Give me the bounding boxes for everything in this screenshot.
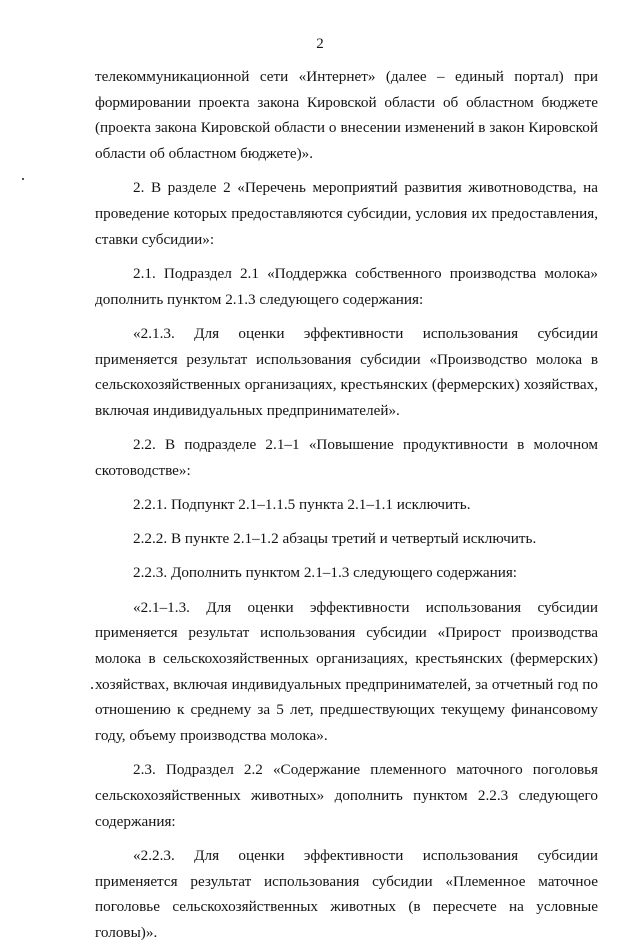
paragraph-item-2-2-3: 2.2.3. Дополнить пунктом 2.1–1.3 следующего содержания: — [133, 564, 518, 582]
paragraph-item-2-1: 2.1. Подраздел 2.1 «Поддержка собственного производства молока» дополнить пунктом 2.1.3 следующего содержания: — [95, 264, 598, 308]
paragraph-quote-2-1-3: «2.1.3. Для оценки эффективности использования субсидии применяется результат использования субсидии «Производство молока в сельскохозяйственных организациях, крестьянских (фермерских) хозяйствах, включая индивидуальных предпринимателей». — [95, 324, 598, 419]
document-body — [95, 64, 598, 946]
scan-mark — [91, 687, 93, 689]
scan-mark — [22, 178, 24, 180]
paragraph-continuation: телекоммуникационной сети «Интернет» (далее – единый портал) при формировании проекта закона Кировской области об областном бюджете (проекта закона Кировской области о внесении изменений в закон Кировской области об областном бюджете)». — [95, 68, 598, 163]
paragraph-item-2-3: 2.3. Подраздел 2.2 «Содержание племенного маточного поголовья сельскохозяйственных животных» дополнить пунктом 2.2.3 следующего содержания: — [95, 761, 598, 830]
paragraph-item-2-2-1: 2.2.1. Подпункт 2.1–1.1.5 пункта 2.1–1.1 исключить. — [133, 496, 471, 514]
paragraph-item-2-2-2: 2.2.2. В пункте 2.1–1.2 абзацы третий и четвертый исключить. — [133, 530, 537, 548]
page-number: 2 — [316, 36, 324, 52]
paragraph-quote-2-1-1-3: «2.1–1.3. Для оценки эффективности использования субсидии применяется результат использования субсидии «Прирост производства молока в сельскохозяйственных организациях, крестьянских (фермерских) хозяйствах, включая индивидуальных предпринимателей, за отчетный год по отношению к среднему за 5 лет, предшествующих текущему финансовому году, объему производства молока». — [95, 598, 598, 745]
paragraph-item-2-2: 2.2. В подразделе 2.1–1 «Повышение продуктивности в молочном скотоводстве»: — [95, 436, 598, 479]
paragraph-quote-2-2-3: «2.2.3. Для оценки эффективности использования субсидии применяется результат использования субсидии «Племенное маточное поголовье сельскохозяйственных животных (в пересчете на условные головы)». — [95, 846, 598, 942]
paragraph-item-2: 2. В разделе 2 «Перечень мероприятий развития животноводства, на проведение которых предоставляются субсидии, условия их предоставления, ставки субсидии»: — [95, 179, 598, 248]
